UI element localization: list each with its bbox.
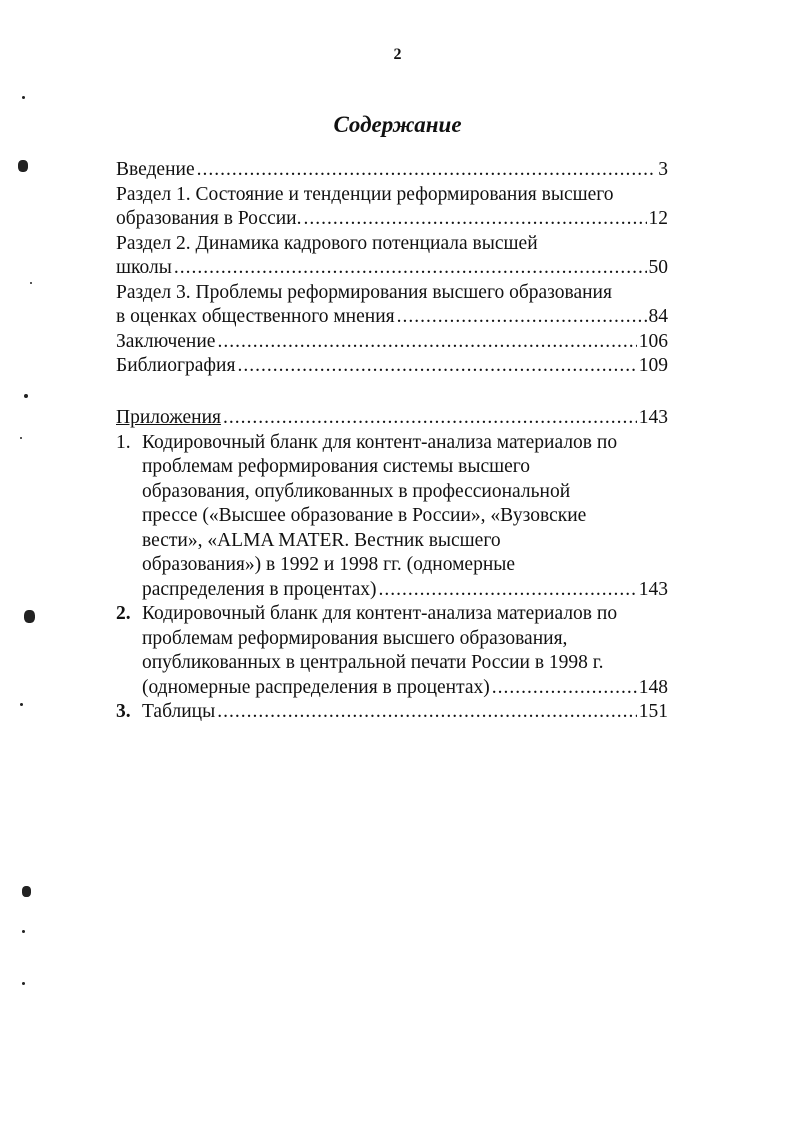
appendix-item-number: 3. bbox=[116, 701, 131, 722]
appendix-item-2[interactable] bbox=[116, 602, 668, 700]
scan-speck bbox=[18, 160, 28, 172]
scan-speck bbox=[22, 96, 25, 99]
scan-speck bbox=[22, 930, 25, 933]
dot-leader bbox=[197, 158, 657, 183]
appendix-item-text: Кодировочный бланк для контент-анализа материалов по bbox=[142, 431, 618, 453]
appendix-item-text: Кодировочный бланк для контент-анализа материалов по bbox=[142, 603, 618, 624]
dot-leader bbox=[379, 578, 637, 603]
appendix-item-1[interactable] bbox=[116, 431, 668, 603]
toc-entry-appendices[interactable] bbox=[116, 406, 668, 431]
toc-page-number: 143 bbox=[638, 407, 668, 428]
dot-leader bbox=[174, 256, 647, 281]
toc-entry-title: Заключение bbox=[116, 330, 216, 352]
dot-leader bbox=[492, 676, 637, 701]
toc-page-number: 151 bbox=[638, 701, 668, 722]
page-title: Содержание bbox=[333, 112, 462, 137]
dot-leader bbox=[397, 305, 647, 330]
appendix-item-number: 2. bbox=[116, 603, 131, 624]
toc-page-number: 106 bbox=[638, 330, 668, 352]
toc-page-number: 3 bbox=[658, 159, 668, 180]
appendix-item-text: вести», «ALMA MATER. Вестник высшего bbox=[142, 529, 501, 551]
toc-page-number: 109 bbox=[638, 355, 668, 376]
toc-entry-title: Раздел 3. Проблемы реформирования высшего образования bbox=[116, 281, 612, 303]
appendix-item-text: распределения в процентах) bbox=[142, 578, 377, 600]
table-of-contents bbox=[116, 158, 668, 379]
scan-speck bbox=[20, 437, 22, 439]
toc-page-number: 50 bbox=[648, 257, 668, 278]
appendix-item-text: образования») в 1992 и 1998 гг. (одномерные bbox=[142, 554, 516, 575]
scan-speck bbox=[24, 610, 35, 623]
appendix-item-text: проблемам реформирования системы высшего bbox=[142, 456, 531, 477]
dot-leader bbox=[237, 354, 636, 379]
appendix-item-3[interactable] bbox=[116, 700, 668, 725]
appendix-item-text: Таблицы bbox=[142, 701, 216, 722]
toc-entry-title: Введение bbox=[116, 159, 195, 180]
toc-page-number: 84 bbox=[648, 306, 668, 327]
dot-leader bbox=[217, 330, 636, 355]
appendix-contents bbox=[116, 406, 668, 725]
dot-leader bbox=[217, 700, 637, 725]
appendix-heading: Приложения bbox=[116, 407, 221, 428]
toc-entry-title-cont: в оценках общественного мнения bbox=[116, 306, 395, 327]
appendix-item-number: 1. bbox=[116, 431, 131, 453]
scan-speck bbox=[22, 982, 25, 985]
toc-entry-section-2[interactable] bbox=[116, 232, 668, 281]
appendix-item-text: (одномерные распределения в процентах) bbox=[142, 676, 490, 698]
toc-entry-title: Раздел 2. Динамика кадрового потенциала высшей bbox=[116, 232, 538, 254]
scan-speck bbox=[22, 886, 31, 897]
toc-entry-section-1[interactable] bbox=[116, 183, 668, 232]
toc-entry-bibliography[interactable] bbox=[116, 354, 668, 379]
appendix-item-text: прессе («Высшее образование в России», «Вузовские bbox=[142, 505, 587, 526]
page-number: 2 bbox=[393, 46, 402, 63]
appendix-item-text: проблемам реформирования высшего образования, bbox=[142, 627, 568, 649]
toc-entry-title-cont: школы bbox=[116, 257, 172, 278]
scan-speck bbox=[24, 394, 28, 398]
toc-entry-conclusion[interactable] bbox=[116, 330, 668, 355]
dot-leader bbox=[223, 406, 637, 431]
scan-speck bbox=[30, 282, 32, 284]
toc-entry-title: Библиография bbox=[116, 355, 236, 376]
toc-page-number: 143 bbox=[638, 578, 668, 600]
scan-speck bbox=[20, 703, 23, 706]
toc-entry-title: Раздел 1. Состояние и тенденции реформирования высшего bbox=[116, 183, 614, 205]
toc-page-number: 148 bbox=[638, 676, 668, 698]
toc-entry-introduction[interactable] bbox=[116, 158, 668, 183]
toc-page-number: 12 bbox=[648, 208, 668, 229]
appendix-item-text: опубликованных в центральной печати России в 1998 г. bbox=[142, 652, 604, 673]
toc-entry-title-cont: образования в России. bbox=[116, 208, 302, 229]
appendix-item-text: образования, опубликованных в профессиональной bbox=[142, 480, 571, 502]
toc-entry-section-3[interactable] bbox=[116, 281, 668, 330]
dot-leader bbox=[303, 207, 646, 232]
